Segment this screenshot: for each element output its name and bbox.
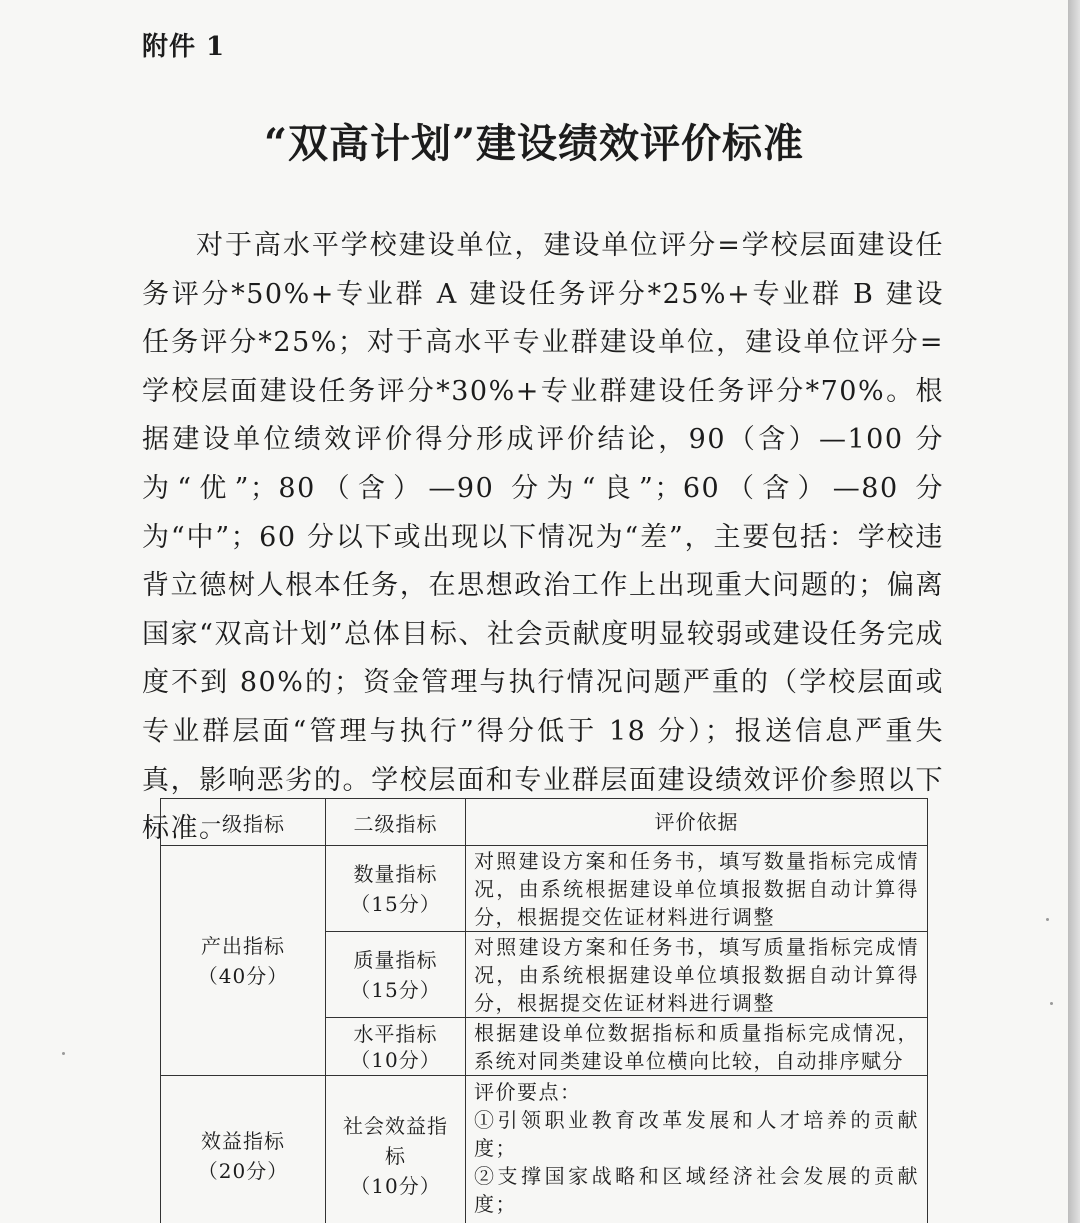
quality-basis: 对照建设方案和任务书，填写质量指标完成情况，由系统根据建设单位填报数据自动计算得分，根据提交佐证材料进行调整 [474,934,919,1015]
level-basis: 根据建设单位数据指标和质量指标完成情况，系统对同类建设单位横向比较，自动排序赋分 [474,1020,919,1073]
quality-indicator-name: 质量指标 [353,947,438,972]
attachment-label: 附件 1 [142,32,226,62]
social-benefit-name-line2: 标 [385,1143,406,1168]
quantity-basis-cell [466,846,928,932]
scan-speck [1050,1002,1053,1005]
social-benefit-indicator-cell [326,1076,466,1223]
social-benefit-point-2: ②支撑国家战略和区域经济社会发展的贡献度； [474,1164,919,1216]
level-indicator-score: （10分） [350,1047,441,1072]
output-indicator-name: 产出指标 [201,933,285,958]
header-level2: 二级指标 [326,799,466,846]
table-row [161,1076,928,1223]
level-indicator-cell [326,1018,466,1076]
body-text [142,222,944,854]
table-header-row [161,799,928,846]
level-basis-cell [466,1018,928,1076]
benefit-indicator-score: （20分） [197,1158,289,1183]
table-row [161,846,928,932]
header-basis: 评价依据 [466,799,928,846]
header-level1: 一级指标 [161,799,326,846]
quantity-indicator-cell [326,846,466,932]
quantity-indicator-score: （15分） [350,891,441,916]
quality-indicator-score: （15分） [350,977,441,1002]
output-indicator-cell [161,846,326,1076]
evaluation-table [160,798,928,1223]
page-edge-shadow [1068,0,1080,1223]
social-benefit-score: （10分） [350,1173,441,1198]
level-indicator-name: 水平指标 [353,1021,438,1046]
scan-speck [1046,918,1049,921]
social-benefit-basis-title: 评价要点： [474,1080,582,1104]
output-indicator-score: （40分） [197,963,289,988]
social-benefit-name-line1: 社会效益指 [343,1113,448,1138]
body-paragraph: 对于高水平学校建设单位，建设单位评分=学校层面建设任务评分*50%+专业群 A 建设任务评分*25%+专业群 B 建设任务评分*25%；对于高水平专业群建设单位，建设单位评分=学校层面建设任务评分*30%+专业群建设任务评分*70%。根据建设单位绩效评价得分形成评价结论，90（含）—100 分为“优”；80（含）—90 分为“良”；60（含）—80 分为“中”；60 分以下或出现以下情况为“差”，主要包括：学校违背立德树人根本任务，在思想政治工作上出现重大问题的；偏离国家“双高计划”总体目标、社会贡献度明显较弱或建设任务完成度不到 80%的；资金管理与执行情况问题严重的（学校层面或专业群层面“管理与执行”得分低于 18 分）；报送信息严重失真，影响恶劣的。学校层面和专业群层面建设绩效评价参照以下标准。 [142,230,944,845]
quantity-basis: 对照建设方案和任务书，填写数量指标完成情况，由系统根据建设单位填报数据自动计算得分，根据提交佐证材料进行调整 [474,848,919,929]
social-benefit-point-1: ①引领职业教育改革发展和人才培养的贡献度； [474,1108,919,1160]
quantity-indicator-name: 数量指标 [353,861,438,886]
benefit-indicator-cell [161,1076,326,1223]
benefit-indicator-name: 效益指标 [201,1128,285,1153]
quality-basis-cell [466,932,928,1018]
scan-speck [62,1052,65,1055]
social-benefit-basis-cell [466,1076,928,1223]
document-title: “双高计划”建设绩效评价标准 [263,120,804,167]
quality-indicator-cell [326,932,466,1018]
